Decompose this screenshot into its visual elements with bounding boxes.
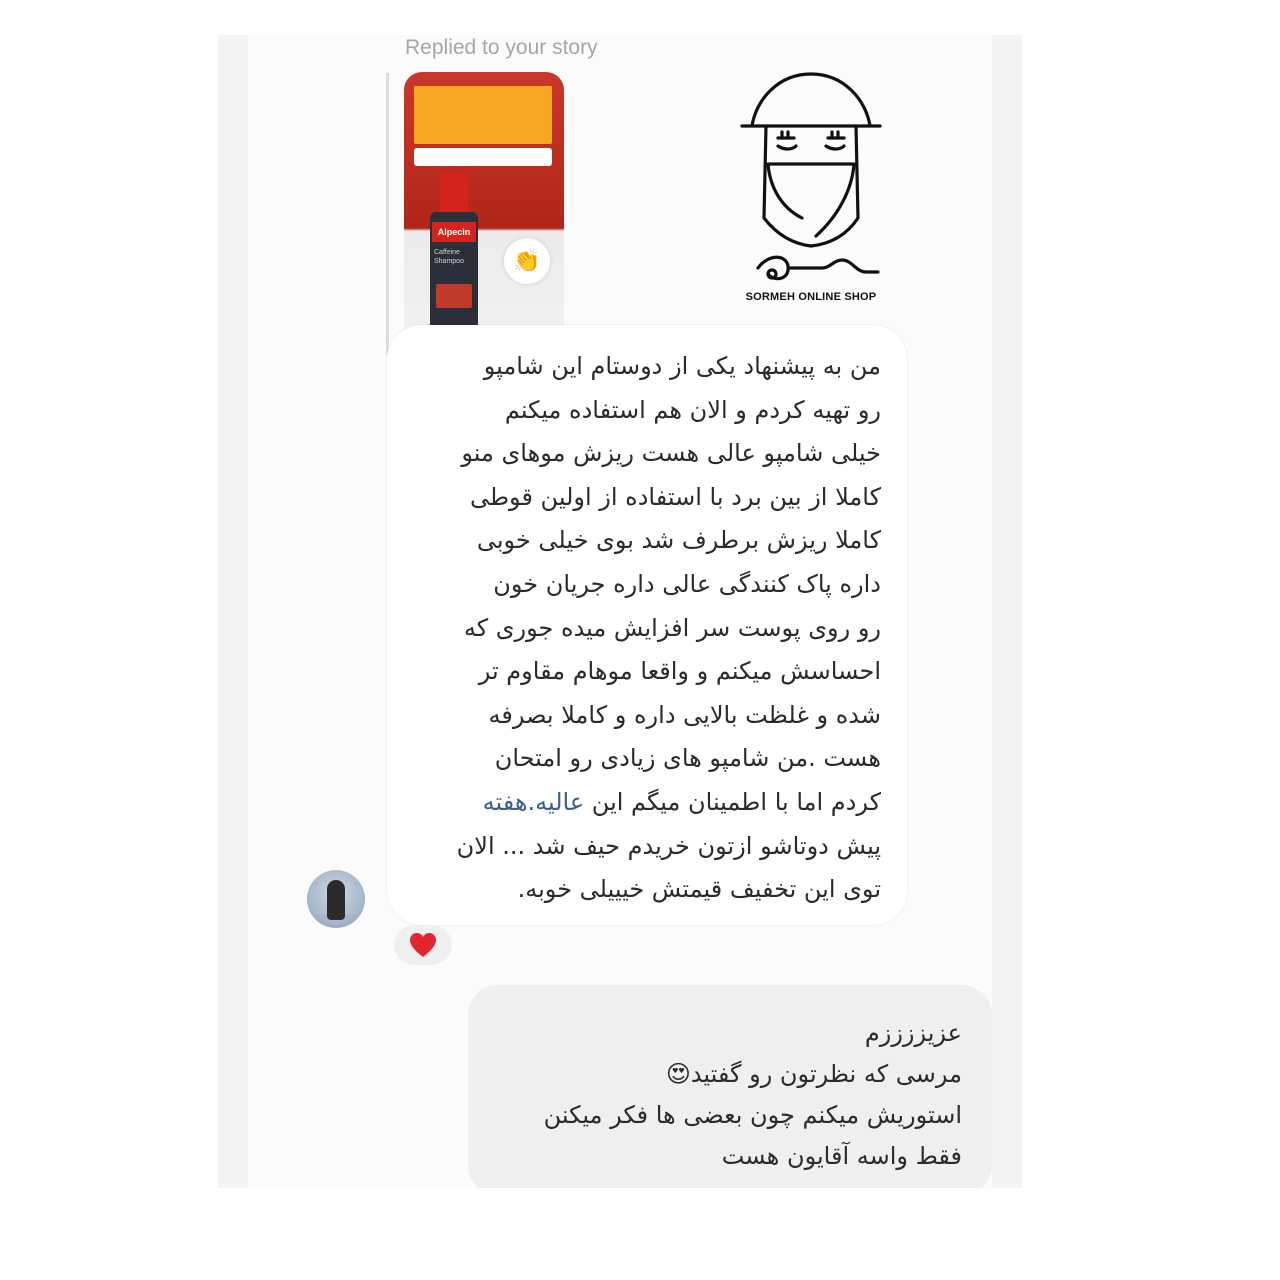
chat-thread: [248, 35, 992, 1188]
message-link[interactable]: عالیه.هفته: [482, 787, 585, 816]
message-line: مرسی که نظرتون رو گفتید😍: [665, 1060, 962, 1088]
story-thumbnail[interactable]: [404, 72, 564, 356]
message-line: کاملا ریزش برطرف شد بوی خیلی خوبی: [476, 526, 881, 555]
heart-icon: [408, 931, 438, 959]
message-line: استوریش میکنم چون بعضی ها فکر میکنن: [543, 1101, 962, 1129]
message-line: شده و غلظت بالایی داره و کاملا بصرفه: [488, 700, 881, 729]
message-line: هست .من شامپو های زیادی رو امتحان: [494, 744, 881, 773]
outgoing-message-text: [482, 1013, 962, 1177]
sormeh-logo-icon: [738, 68, 884, 308]
chat-screen: [218, 35, 1022, 1188]
message-line: کاملا از بین برد با استفاده از اولین قوطی: [469, 482, 881, 511]
message-line: خیلی شامپو عالی هست ریزش موهای منو: [461, 439, 881, 468]
clap-emoji-sticker: 👏: [504, 238, 550, 284]
message-line: فقط واسه آقایون هست: [721, 1142, 962, 1170]
sender-avatar[interactable]: [307, 870, 365, 928]
brand-name: SORMEH ONLINE SHOP: [745, 291, 877, 303]
message-line: رو روی پوست سر افزایش میده جوری که: [463, 613, 881, 642]
message-line: داره پاک کنندگی عالی داره جریان خون: [493, 569, 881, 598]
incoming-message-bubble[interactable]: [387, 325, 907, 925]
outgoing-message-bubble[interactable]: [468, 985, 992, 1188]
product-name: Caffeine Shampoo: [434, 249, 464, 265]
message-line: عزیززززم: [864, 1019, 962, 1047]
message-line: پیش دوتاشو ازتون خریدم حیف شد ... الان: [456, 831, 881, 860]
reply-quote-bar: [386, 73, 389, 355]
message-line-prefix: کردم اما با اطمینان میگم این: [584, 787, 881, 816]
replied-to-story-label: Replied to your story: [405, 36, 598, 59]
message-line: احساسش میکنم و واقعا موهام مقاوم تر: [478, 657, 881, 686]
message-line: توی این تخفیف قیمتش خیییلی خوبه.: [517, 875, 881, 904]
product-brand: Alpecin: [432, 222, 476, 242]
message-line: رو تهیه کردم و الان هم استفاده میکنم: [504, 395, 881, 424]
heart-reaction[interactable]: [394, 925, 452, 965]
story-promo-strip: [414, 86, 552, 144]
story-caption-bar: [414, 148, 552, 166]
message-line: من به پیشنهاد یکی از دوستام این شامپو: [483, 352, 881, 380]
incoming-message-text: [401, 345, 881, 912]
message-line: [401, 781, 881, 825]
